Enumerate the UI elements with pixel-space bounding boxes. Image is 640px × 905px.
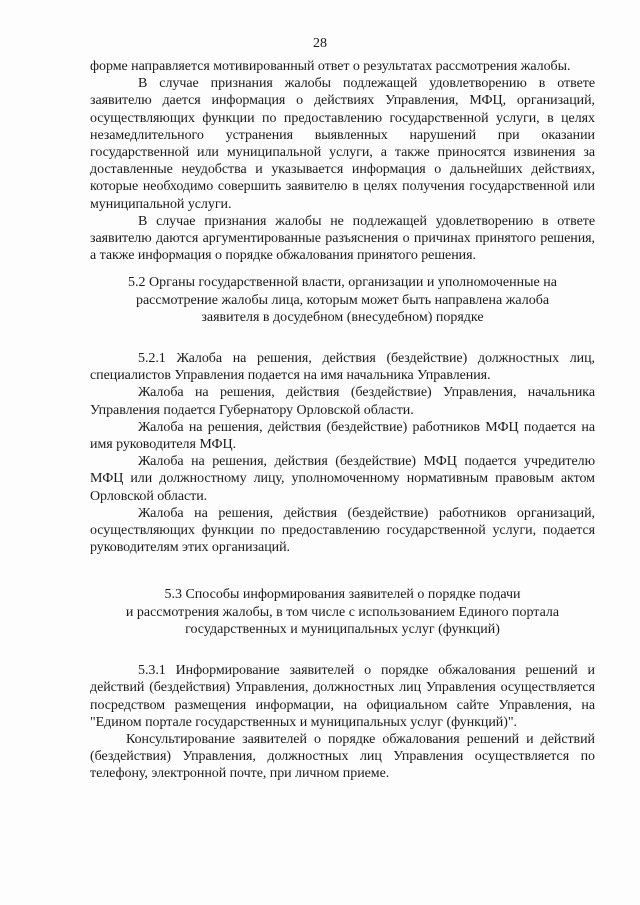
section-heading-line: 5.2 Органы государственной власти, организации и уполномоченные на <box>128 275 557 291</box>
paragraph-5-2-1: 5.2.1 Жалоба на решения, действия (бездействие) должностных лиц, специалистов Управления подается на имя начальника Управления. <box>90 351 595 384</box>
paragraph-complaint-upheld: В случае признания жалобы подлежащей удовлетворению в ответе заявителю дается информация о действиях Управления, МФЦ, организаций, осуществляющих функции по предоставлению государственной услуги, в целях незамедлительного устранения выявленных нарушений при оказании государственной или муниципальной услуги, а также приносятся извинения за доставленные неудобства и указывается информация о дальнейших действиях, которые необходимо совершить заявителю в целях получения государственной или муниципальной услуги. <box>90 76 595 212</box>
section-heading-line: и рассмотрения жалобы, в том числе с использованием Единого портала <box>125 604 560 620</box>
document-body <box>90 58 595 783</box>
paragraph-5-2-governor: Жалоба на решения, действия (бездействие) Управления, начальника Управления подается Губернатору Орловской области. <box>90 385 595 418</box>
section-heading-line: заявителя в досудебном (внесудебном) порядке <box>201 309 484 325</box>
section-5-3-heading <box>90 586 595 638</box>
section-heading-line: рассмотрение жалобы лица, которым может быть направлена жалоба <box>135 292 550 308</box>
paragraph-5-2-organizations: Жалоба на решения, действия (бездействие) работников организаций, осуществляющих функции по предоставлению государственной услуги, подается руководителям этих организаций. <box>90 505 595 556</box>
paragraph-5-2-mfc-workers: Жалоба на решения, действия (бездействие) работников МФЦ подается на имя руководителя МФЦ. <box>90 419 595 453</box>
paragraph-continuation: форме направляется мотивированный ответ о результатах рассмотрения жалобы. <box>90 59 571 74</box>
paragraph-5-2-mfc: Жалоба на решения, действия (бездействие) МФЦ подается учредителю МФЦ или должностному лицу, уполномоченному нормативным правовым актом Орловской области. <box>90 454 595 504</box>
paragraph-5-3-1: 5.3.1 Информирование заявителей о порядке обжалования решений и действий (бездействия) Управления, должностных лиц Управления осуществляется посредством размещения информации, на официальном сайте Управления, на "Едином портале государственных и муниципальных услуг (функций)". <box>90 663 595 730</box>
paragraph-complaint-rejected: В случае признания жалобы не подлежащей удовлетворению в ответе заявителю даются аргументированные разъяснения о причинах принятого решения, а также информация о порядке обжалования принятого решения. <box>90 213 595 264</box>
paragraph-5-3-consulting: Консультирование заявителей о порядке обжалования решений и действий (бездействия) Управления, должностных лиц Управления осуществляется по телефону, электронной почте, при личном приеме. <box>90 731 595 782</box>
page-number: 28 <box>313 36 327 51</box>
section-heading-line: 5.3 Способы информирования заявителей о порядке подачи <box>164 587 521 603</box>
section-5-2-heading <box>90 274 595 326</box>
section-heading-line: государственных и муниципальных услуг (функций) <box>185 621 500 637</box>
